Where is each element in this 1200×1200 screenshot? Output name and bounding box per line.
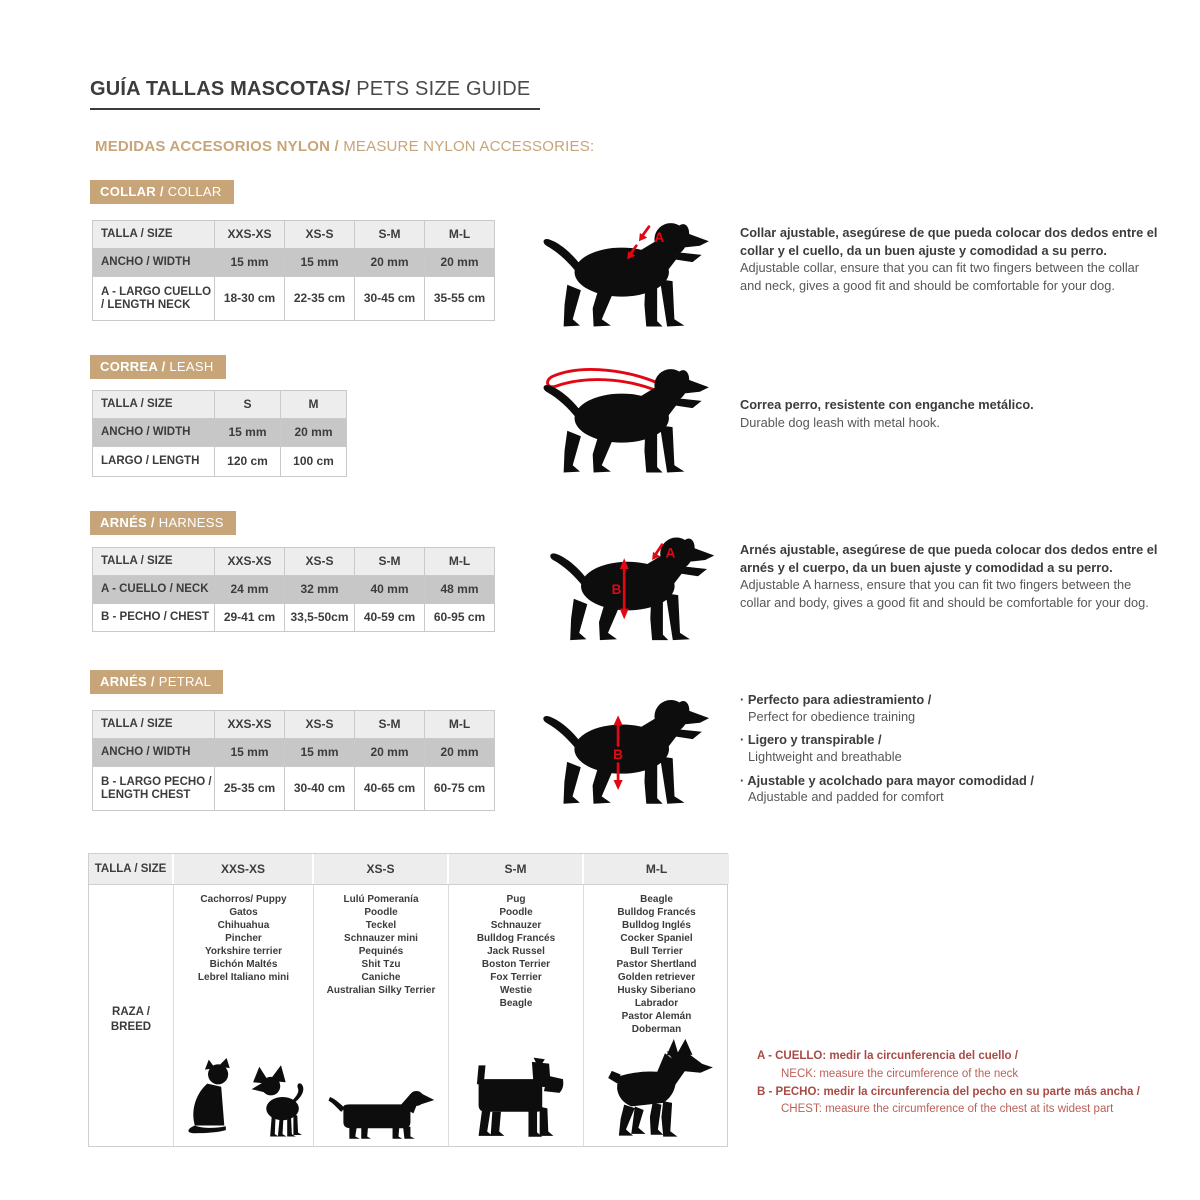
size-value: 32 mm: [285, 576, 355, 604]
petral-section-badge: [90, 670, 223, 694]
breed-item: Lulú Pomeranía: [343, 894, 419, 905]
column-header: XXS-XS: [215, 711, 285, 739]
breed-item: Cachorros/ Puppy: [200, 894, 287, 905]
column-header: S-M: [355, 221, 425, 249]
page-title-es: GUÍA TALLAS MASCOTAS/: [90, 78, 351, 100]
feature-es: · Ajustable y acolchado para mayor comodidad /: [740, 773, 1150, 790]
size-value: 25-35 cm: [215, 767, 285, 811]
svg-text:A: A: [654, 230, 665, 246]
dachshund-silhouette-icon: [327, 1085, 435, 1141]
chihuahua-silhouette-icon: [250, 1063, 312, 1141]
breed-item: Gatos: [229, 907, 258, 918]
collar-desc-en: Adjustable collar, ensure that you can fit two fingers between the collar and neck, gives a good fit and should be comfortable for your dog.: [740, 260, 1140, 293]
note-a-en: NECK: measure the circumference of the neck: [781, 1067, 1019, 1080]
column-header: M-L: [425, 711, 495, 739]
feature-en: Perfect for obedience training: [748, 708, 916, 724]
badge-label-en: COLLAR: [163, 184, 222, 199]
column-header: S: [215, 391, 281, 419]
column-header: XS-S: [285, 548, 355, 576]
column-header: S-M: [355, 548, 425, 576]
breed-item: Bichón Maltés: [209, 959, 278, 970]
breed-column-m-l: [584, 885, 729, 1146]
row-label: ANCHO / WIDTH: [93, 249, 215, 277]
row-label: LARGO / LENGTH: [93, 447, 215, 477]
size-value: 33,5-50cm: [285, 604, 355, 632]
svg-text:B: B: [611, 582, 622, 598]
breed-table-body: [88, 885, 728, 1147]
column-header: XXS-XS: [215, 548, 285, 576]
column-header: M-L: [584, 854, 729, 884]
size-value: 15 mm: [215, 739, 285, 767]
size-value: 24 mm: [215, 576, 285, 604]
feature-item: [740, 773, 1150, 806]
row-label: ANCHO / WIDTH: [93, 739, 215, 767]
breed-list: [616, 893, 696, 1036]
feature-es: · Perfecto para adiestramiento /: [740, 692, 1150, 709]
harness-desc-en: Adjustable A harness, ensure that you can fit two fingers between the collar and body, gives a good fit and should be comfortable for your dog.: [740, 577, 1149, 610]
breed-column-xxs-xs: [174, 885, 314, 1146]
page-subtitle: [95, 138, 594, 155]
collar-section-badge: [90, 180, 234, 204]
size-value: 30-45 cm: [355, 277, 425, 321]
cat-silhouette-icon: [184, 1051, 246, 1141]
badge-label-en: LEASH: [165, 359, 214, 374]
size-value: 40 mm: [355, 576, 425, 604]
breed-item: Bulldog Francés: [476, 933, 556, 944]
breed-item: Bull Terrier: [630, 946, 683, 957]
column-header: XS-S: [285, 221, 355, 249]
column-header: TALLA / SIZE: [93, 548, 215, 576]
dog-collar-silhouette-icon: [538, 214, 720, 332]
breed-item: Teckel: [365, 920, 397, 931]
leash-desc-es: Correa perro, resistente con enganche metálico.: [740, 397, 1034, 412]
column-header: TALLA / SIZE: [89, 854, 174, 884]
column-header: XS-S: [314, 854, 449, 884]
breed-item: Caniche: [361, 972, 401, 983]
badge-label-en: HARNESS: [154, 515, 224, 530]
breed-item: Beagle: [499, 998, 533, 1009]
harness-size-table: [92, 547, 495, 632]
size-value: 20 mm: [355, 739, 425, 767]
leash-description: [740, 396, 1160, 431]
row-label: B - PECHO / CHEST: [93, 604, 215, 632]
feature-item: [740, 692, 1150, 725]
row-label: B - LARGO PECHO / LENGTH CHEST: [93, 767, 215, 811]
note-a-es: A - CUELLO: medir la circunferencia del cuello /: [757, 1050, 1018, 1062]
column-header: TALLA / SIZE: [93, 711, 215, 739]
breed-item: Pincher: [225, 933, 262, 944]
breed-item: Australian Silky Terrier: [326, 985, 436, 996]
page-title: [90, 78, 540, 110]
collar-description: [740, 224, 1160, 295]
dog-harness-silhouette-icon: [545, 524, 725, 650]
row-label: A - LARGO CUELLO / LENGTH NECK: [93, 277, 215, 321]
breed-item: Pastor Alemán: [621, 1011, 692, 1022]
size-value: 40-59 cm: [355, 604, 425, 632]
column-header: TALLA / SIZE: [93, 391, 215, 419]
subtitle-en: MEASURE NYLON ACCESSORIES:: [338, 138, 595, 155]
breed-item: Jack Russel: [487, 946, 545, 957]
feature-item: [740, 732, 1150, 765]
measuring-notes: [757, 1048, 1197, 1119]
harness-section-badge: [90, 511, 236, 535]
column-header: M-L: [425, 548, 495, 576]
column-header: S-M: [355, 711, 425, 739]
column-header: M: [281, 391, 347, 419]
size-value: 60-95 cm: [425, 604, 495, 632]
breed-table-header: [88, 853, 728, 885]
svg-text:B: B: [613, 747, 624, 763]
size-value: 15 mm: [215, 419, 281, 447]
size-value: 100 cm: [281, 447, 347, 477]
note-b-en: CHEST: measure the circumference of the chest at its widest part: [781, 1103, 1114, 1116]
breed-item: Bulldog Inglés: [622, 920, 691, 931]
breed-item: Labrador: [634, 998, 679, 1009]
size-value: 20 mm: [425, 249, 495, 277]
row-label-es: RAZA /: [112, 1005, 150, 1018]
feature-en: Lightweight and breathable: [748, 748, 902, 764]
subtitle-es: MEDIDAS ACCESORIOS NYLON /: [95, 138, 339, 155]
feature-en: Adjustable and padded for comfort: [748, 789, 944, 805]
column-header: XXS-XS: [215, 221, 285, 249]
size-value: 40-65 cm: [355, 767, 425, 811]
breed-item: Poodle: [499, 907, 533, 918]
breed-item: Yorkshire terrier: [204, 946, 283, 957]
breed-item: Husky Siberiano: [617, 985, 696, 996]
dog-leash-silhouette-icon: [538, 360, 720, 478]
size-value: 15 mm: [215, 249, 285, 277]
column-header: S-M: [449, 854, 584, 884]
breed-item: Shit Tzu: [361, 959, 401, 970]
leash-size-table: [92, 390, 347, 477]
breed-item: Poodle: [364, 907, 398, 918]
size-value: 20 mm: [355, 249, 425, 277]
leash-section-badge: [90, 355, 226, 379]
breed-item: Golden retriever: [617, 972, 696, 983]
breed-item: Fox Terrier: [490, 972, 542, 983]
column-header: XXS-XS: [174, 854, 314, 884]
breed-item: Schnauzer mini: [344, 933, 418, 944]
size-value: 20 mm: [425, 739, 495, 767]
petral-feature-list: [740, 692, 1150, 813]
breed-column-s-m: [449, 885, 584, 1146]
breed-item: Schnauzer: [490, 920, 542, 931]
column-header: TALLA / SIZE: [93, 221, 215, 249]
breed-item: Westie: [499, 985, 533, 996]
column-header: M-L: [425, 221, 495, 249]
breed-item: Doberman: [631, 1024, 682, 1035]
breed-item: Pastor Shertland: [616, 959, 697, 970]
breed-list: [327, 893, 436, 997]
petral-size-table: [92, 710, 495, 811]
size-value: 20 mm: [281, 419, 347, 447]
size-value: 18-30 cm: [215, 277, 285, 321]
size-value: 15 mm: [285, 249, 355, 277]
breed-list: [477, 893, 555, 1010]
feature-es: · Ligero y transpirable /: [740, 732, 1150, 749]
breed-item: Lebrel Italiano mini: [197, 972, 290, 983]
harness-description: [740, 541, 1160, 612]
note-b-es: B - PECHO: medir la circunferencia del pecho en su parte más ancha /: [757, 1085, 1140, 1098]
breed-item: Bulldog Francés: [617, 907, 696, 918]
collar-desc-es: Collar ajustable, asegúrese de que pueda colocar dos dedos entre el collar y el cuello, da un buen ajuste y comodidad a su perro.: [740, 225, 1158, 258]
row-label: A - CUELLO / NECK: [93, 576, 215, 604]
size-value: 48 mm: [425, 576, 495, 604]
column-header: XS-S: [285, 711, 355, 739]
badge-label-es: CORREA /: [100, 359, 166, 374]
size-value: 60-75 cm: [425, 767, 495, 811]
collar-size-table: [92, 220, 495, 321]
breed-item: Pequinés: [358, 946, 404, 957]
breed-item: Beagle: [640, 894, 673, 905]
size-value: 35-55 cm: [425, 277, 495, 321]
page-title-en: PETS SIZE GUIDE: [350, 78, 531, 100]
size-value: 29-41 cm: [215, 604, 285, 632]
size-value: 15 mm: [285, 739, 355, 767]
breed-row-label: [89, 885, 174, 1146]
breed-item: Cocker Spaniel: [620, 933, 693, 944]
breed-item: Pug: [506, 894, 526, 905]
breed-size-table: [88, 853, 728, 1147]
badge-label-es: ARNÉS /: [100, 674, 155, 689]
doberman-silhouette-icon: [598, 1039, 716, 1141]
row-label-en: BREED: [110, 1020, 152, 1033]
breed-item: Boston Terrier: [481, 959, 551, 970]
svg-text:A: A: [665, 545, 676, 561]
dog-petral-silhouette-icon: [538, 690, 720, 810]
row-label: ANCHO / WIDTH: [93, 419, 215, 447]
size-value: 30-40 cm: [285, 767, 355, 811]
size-value: 120 cm: [215, 447, 281, 477]
harness-desc-es: Arnés ajustable, asegúrese de que pueda colocar dos dedos entre el arnés y el cuerpo, da un buen ajuste y comodidad a su perro.: [740, 542, 1158, 575]
breed-list: [198, 893, 289, 984]
schnauzer-silhouette-icon: [466, 1055, 566, 1141]
size-value: 22-35 cm: [285, 277, 355, 321]
breed-column-xs-s: [314, 885, 449, 1146]
breed-item: Chihuahua: [217, 920, 270, 931]
badge-label-es: ARNÉS /: [100, 515, 155, 530]
leash-desc-en: Durable dog leash with metal hook.: [740, 414, 940, 430]
badge-label-en: PETRAL: [154, 674, 212, 689]
badge-label-es: COLLAR /: [100, 184, 164, 199]
